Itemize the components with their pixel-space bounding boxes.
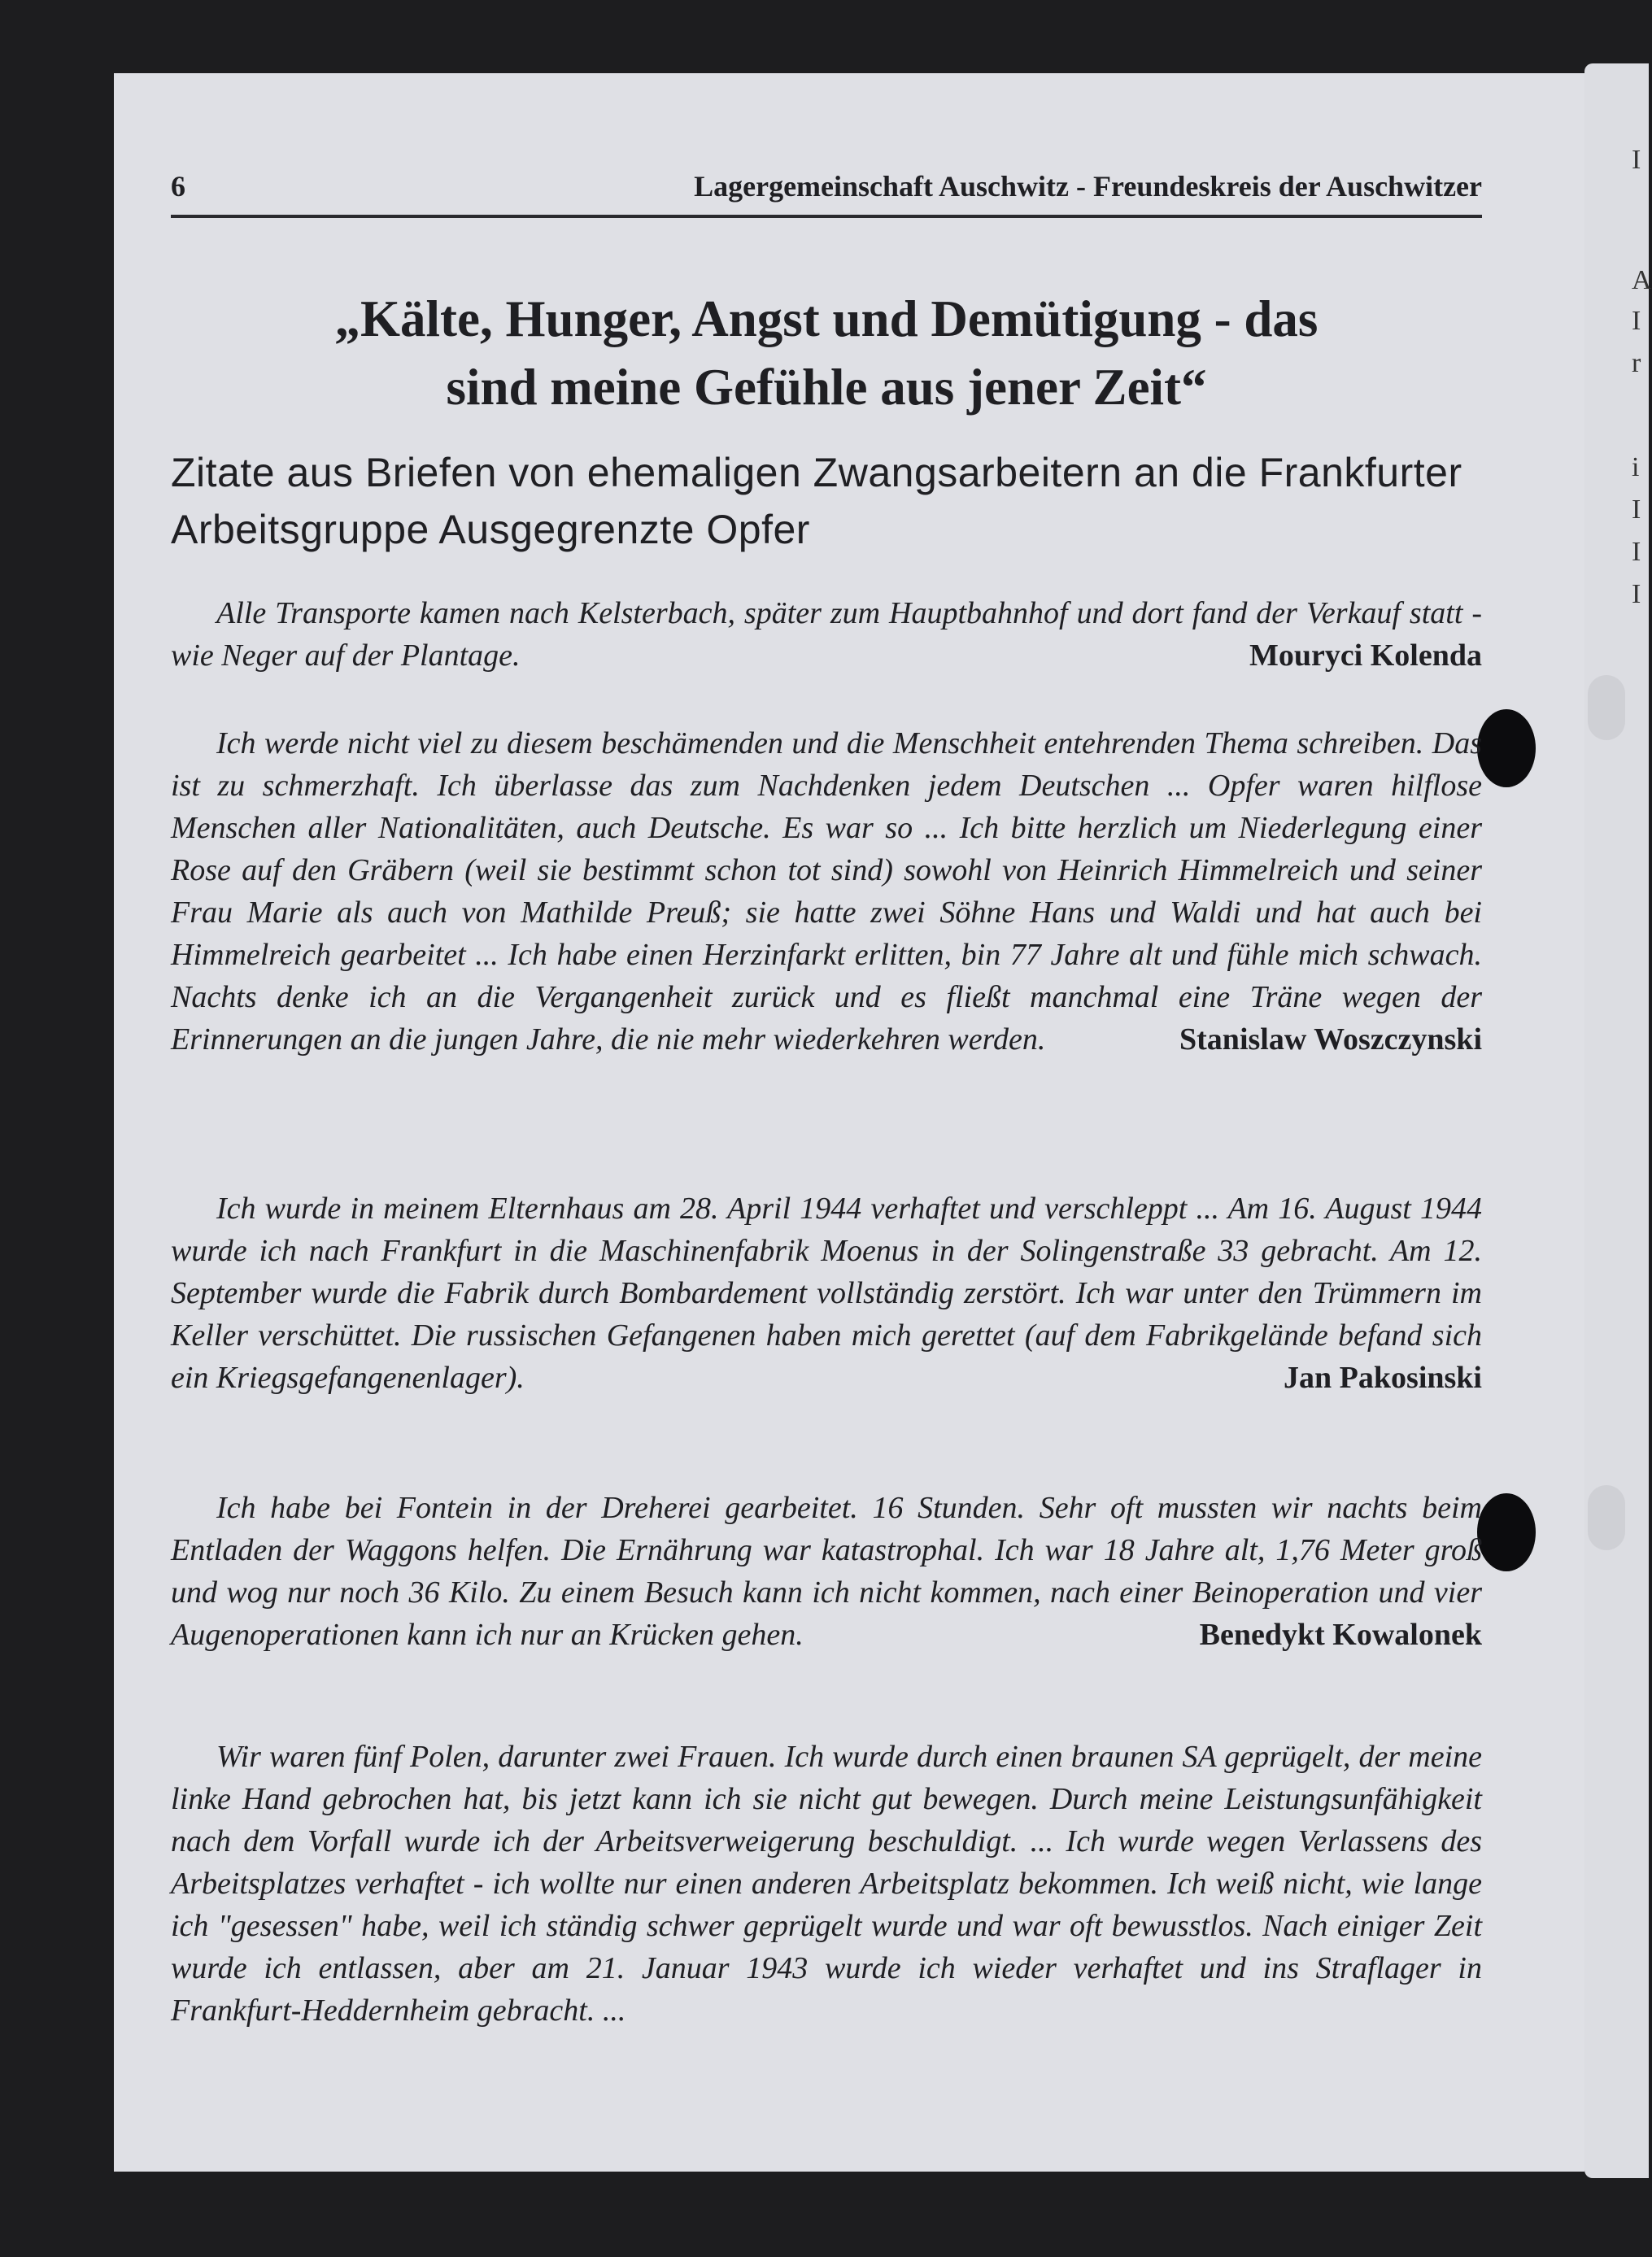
article-title-line: „Kälte, Hunger, Angst und Demütigung - das — [334, 290, 1319, 347]
quote-block — [171, 1187, 1482, 1399]
adjacent-page-fragment: I — [1632, 306, 1641, 336]
punch-hole — [1477, 1493, 1536, 1571]
quote-block — [171, 1736, 1482, 2032]
quote-text: Alle Transporte kamen nach Kelsterbach, später zum Hauptbahnhof und dort fand der Verkauf statt - wie Neger auf der Plantage. — [171, 596, 1482, 673]
adjacent-page-fragment: r — [1632, 348, 1641, 378]
adjacent-page-fragment: I — [1632, 537, 1641, 567]
running-title: Lagergemeinschaft Auschwitz - Freundeskreis der Auschwitzer — [694, 170, 1482, 203]
quote-author: Mouryci Kolenda — [1249, 638, 1482, 673]
quote-block — [171, 722, 1482, 1061]
adjacent-page-fragment: A — [1632, 265, 1652, 295]
quote-block — [171, 1487, 1482, 1656]
running-header — [171, 169, 1482, 218]
quote-author: Stanislaw Woszczynski — [1179, 1022, 1482, 1057]
quote-block — [171, 592, 1482, 677]
quote-author: Benedykt Kowalonek — [1199, 1618, 1482, 1652]
quote-text: Ich werde nicht viel zu diesem beschämenden und die Menschheit entehrenden Thema schreiben. Das ist zu schmerzhaft. Ich überlasse das zum Nachdenken jedem Deutschen ... Opfer waren hilflose Menschen aller Nationalitäten, auch Deutsche. Es war so ... Ich bitte herzlich um Niederlegung einer Rose auf den Gräbern (weil sie bestimmt schon tot sind) sowohl von Heinrich Himmelreich und seiner Frau Marie als auch von Mathilde Preuß; sie hatte zwei Söhne Hans und Waldi und hat auch bei Himmelreich gearbeitet ... Ich habe einen Herzinfarkt erlitten, bin 77 Jahre alt und fühle mich schwach. Nachts denke ich an die Vergangenheit zurück und es fließt manchmal eine Träne wegen der Erinnerungen an die jungen Jahre, die nie mehr wiederkehren werden. — [171, 726, 1482, 1057]
article-subtitle: Zitate aus Briefen von ehemaligen Zwangsarbeitern an die Frankfurter Arbeitsgruppe Ausgegrenzte Opfer — [171, 450, 1462, 552]
page-number: 6 — [171, 170, 185, 203]
article-title-line: sind meine Gefühle aus jener Zeit“ — [446, 359, 1207, 416]
adjacent-page-fragment: I — [1632, 495, 1641, 525]
quote-author: Jan Pakosinski — [1284, 1361, 1482, 1395]
quote-text: Ich wurde in meinem Elternhaus am 28. April 1944 verhaftet und verschleppt ... Am 16. August 1944 wurde ich nach Frankfurt in die Maschinenfabrik Moenus in der Solingenstraße 33 gebracht. Am 12. September wurde die Fabrik durch Bombardement vollständig zerstört. Ich war unter den Trümmern im Keller verschüttet. Die russischen Gefangenen haben mich gerettet (auf dem Fabrikgelände befand sich ein Kriegsgefangenenlager). — [171, 1192, 1482, 1395]
article-title — [171, 285, 1482, 421]
punch-hole — [1588, 1485, 1625, 1550]
punch-hole — [1477, 709, 1536, 787]
adjacent-page-fragment: I — [1632, 145, 1641, 175]
adjacent-page-fragment: I — [1632, 579, 1641, 609]
quote-text: Ich habe bei Fontein in der Dreherei gearbeitet. 16 Stunden. Sehr oft mussten wir nachts beim Entladen der Waggons helfen. Die Ernährung war katastrophal. Ich war 18 Jahre alt, 1,76 Meter groß und wog nur noch 36 Kilo. Zu einem Besuch kann ich nicht kommen, nach einer Beinoperation und vier Augenoperationen kann ich nur an Krücken gehen. — [171, 1491, 1482, 1652]
quote-text: Wir waren fünf Polen, darunter zwei Frauen. Ich wurde durch einen braunen SA geprügelt, der meine linke Hand gebrochen hat, bis jetzt kann ich sie nicht gut bewegen. Durch meine Leistungsunfähigkeit nach dem Vorfall wurde ich der Arbeitsverweigerung beschuldigt. ... Ich wurde wegen Verlassens des Arbeitsplatzes verhaftet - ich wollte nur einen anderen Arbeitsplatz bekommen. Ich weiß nicht, wie lange ich "gesessen" habe, weil ich ständig schwer geprügelt wurde und war oft bewusstlos. Nach einiger Zeit wurde ich entlassen, aber am 21. Januar 1943 wurde ich wieder verhaftet und ins Straflager in Frankfurt-Heddernheim gebracht. ... — [171, 1740, 1482, 2028]
adjacent-page-fragment: i — [1632, 452, 1640, 482]
adjacent-page-edge — [1584, 63, 1652, 2178]
punch-hole — [1588, 675, 1625, 740]
